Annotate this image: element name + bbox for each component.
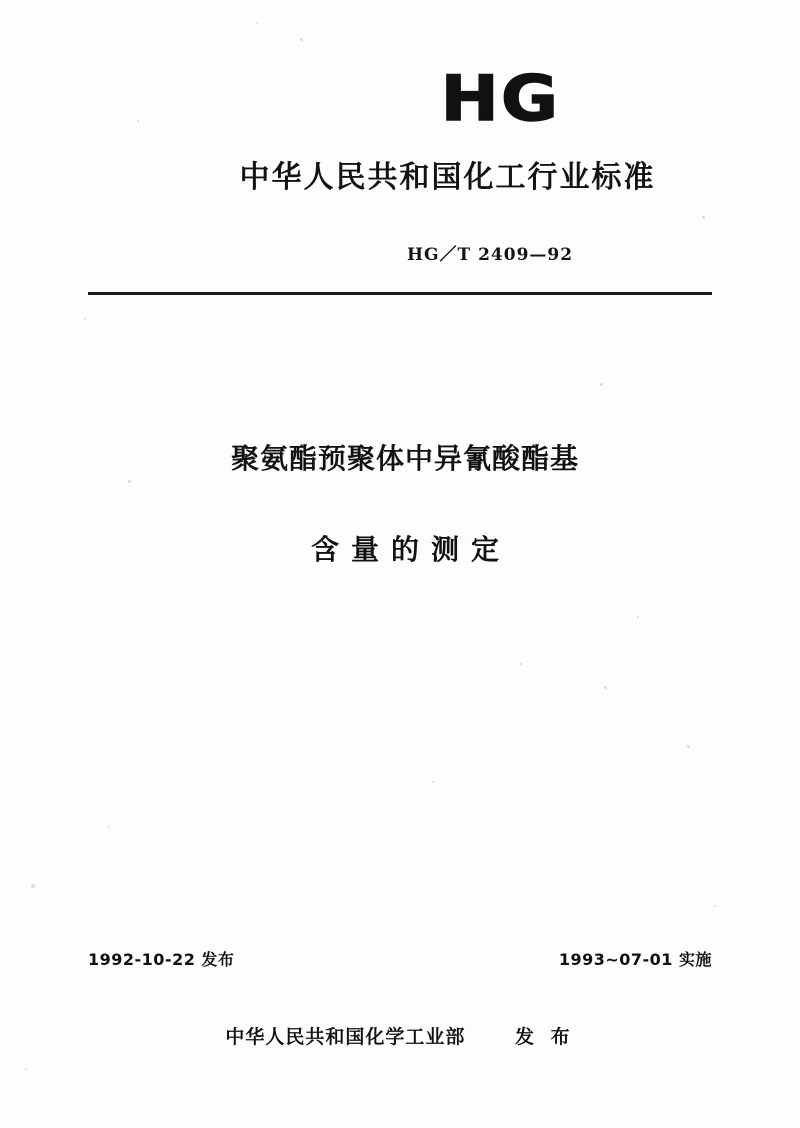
scan-speckle xyxy=(702,216,705,219)
scan-speckle xyxy=(256,22,258,24)
scan-speckle xyxy=(714,905,716,907)
scan-speckle xyxy=(108,826,110,828)
scan-speckle xyxy=(604,686,607,689)
effective-date: 1993~07-01 实施 xyxy=(558,950,712,969)
scan-speckle xyxy=(637,616,639,618)
organization-heading: 中华人民共和国化工行业标准 xyxy=(239,160,656,195)
scan-speckle xyxy=(300,38,303,41)
publisher-verb: 发 布 xyxy=(515,1026,575,1048)
publisher-row xyxy=(0,1022,800,1049)
page-title-line-1: 聚氨酯预聚体中异氰酸酯基 xyxy=(230,442,579,475)
scan-speckle xyxy=(432,781,434,783)
date-row xyxy=(88,947,712,970)
standard-number: HG／T 2409—92 xyxy=(406,245,574,265)
publisher-name: 中华人民共和国化学工业部 xyxy=(225,1026,466,1048)
scan-speckle xyxy=(84,318,86,320)
page-title-line-2: 含量的测定 xyxy=(310,533,511,566)
scan-speckle xyxy=(520,663,522,665)
scan-speckle xyxy=(25,1068,27,1070)
hg-logo xyxy=(0,62,800,135)
scan-speckle xyxy=(128,480,131,483)
hg-logo-text: HG xyxy=(440,62,560,135)
issue-date: 1992-10-22 发布 xyxy=(88,950,235,969)
scan-speckle xyxy=(31,884,35,888)
scan-speckle xyxy=(600,383,603,386)
horizontal-divider xyxy=(88,292,712,295)
scan-speckle xyxy=(687,745,690,748)
